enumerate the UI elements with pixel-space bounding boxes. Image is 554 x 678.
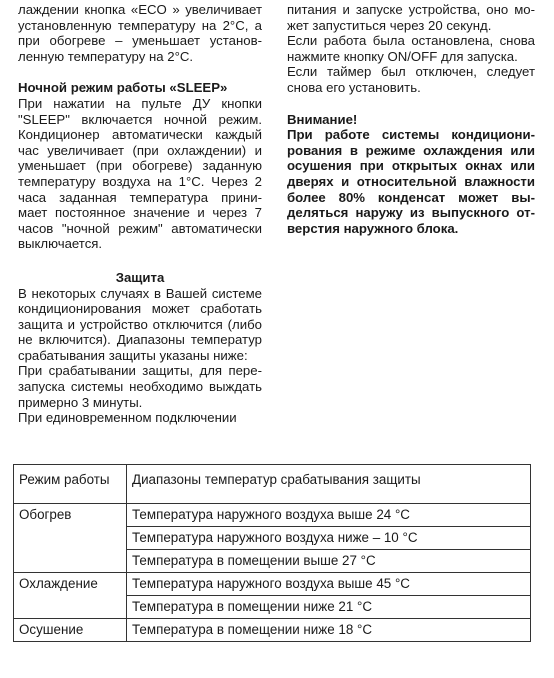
table-row: [14, 619, 531, 642]
timer-paragraph: Если таймер был отключен, следует снова его установить.: [287, 64, 535, 95]
sleep-paragraph: При нажатии на пульте ДУ кнопки "SLEEP" включается ночной режим. Кондиционер автоматически каждый час увеличивает (при охлаждении) и уменьшает (при обогреве) заданную температуру воздуха на 1°C. Через 2 часа заданная температура прини-мает постоянное значение и через 7 часов "ночной режим" автоматически выключается.: [18, 95, 262, 252]
mode-cell-drying: Осушение: [14, 619, 127, 642]
mode-cell-heating: Обогрев: [14, 504, 127, 573]
range-cell: Температура наружного воздуха ниже – 10 °С: [127, 527, 531, 550]
warning-text: При работе системы кондициони-рования в режиме охлаждения или осушения при открытых окнах или дверях и относительной влажности более 80% конденсат может вы-деляться наружу из выпускного от-верстия наружного блока.: [287, 127, 535, 236]
protection-heading: Защита: [115, 269, 165, 285]
intro-paragraph: лаждении кнопка «ECO » увеличивает установленную температуру на 2°C, а при обогреве – уменьшает установ-ленную температуру на 2°C.: [18, 2, 262, 64]
onoff-paragraph: Если работа была остановлена, снова нажмите кнопку ON/OFF для запуска.: [287, 33, 535, 64]
range-cell: Температура наружного воздуха выше 24 °С: [127, 504, 531, 527]
range-cell: Температура в помещении ниже 18 °С: [127, 619, 531, 642]
mode-cell-cooling: Охлаждение: [14, 573, 127, 619]
protection-table: [13, 464, 531, 642]
protection-paragraph-1: В некоторых случаях в Вашей системе кондиционирования может сработать защита и устройство отключится (либо не включится). Диапазоны температур срабатывания защиты указаны ниже:: [18, 285, 262, 363]
protection-paragraph-3: При единовременном подключении: [18, 410, 237, 426]
header-range-cell: Диапазоны температур срабатывания защиты: [127, 465, 531, 504]
restart-paragraph: питания и запуске устройства, оно мо-жет запуститься через 20 секунд.: [287, 2, 535, 33]
range-cell: Температура в помещении ниже 21 °С: [127, 596, 531, 619]
left-column: [18, 2, 262, 426]
table-row: [14, 504, 531, 527]
sleep-heading: Ночной режим работы «SLEEP»: [18, 80, 228, 96]
protection-paragraph-2: При срабатывании защиты, для пере-запуска системы необходимо выждать примерно 3 минуты.: [18, 363, 262, 410]
range-cell: Температура в помещении выше 27 °С: [127, 550, 531, 573]
range-cell: Температура наружного воздуха выше 45 °С: [127, 573, 531, 596]
header-mode-cell: Режим работы: [14, 465, 127, 504]
table-header-row: [14, 465, 531, 504]
right-column: [287, 2, 535, 236]
table-row: [14, 573, 531, 596]
warning-title: Внимание!: [287, 111, 358, 127]
